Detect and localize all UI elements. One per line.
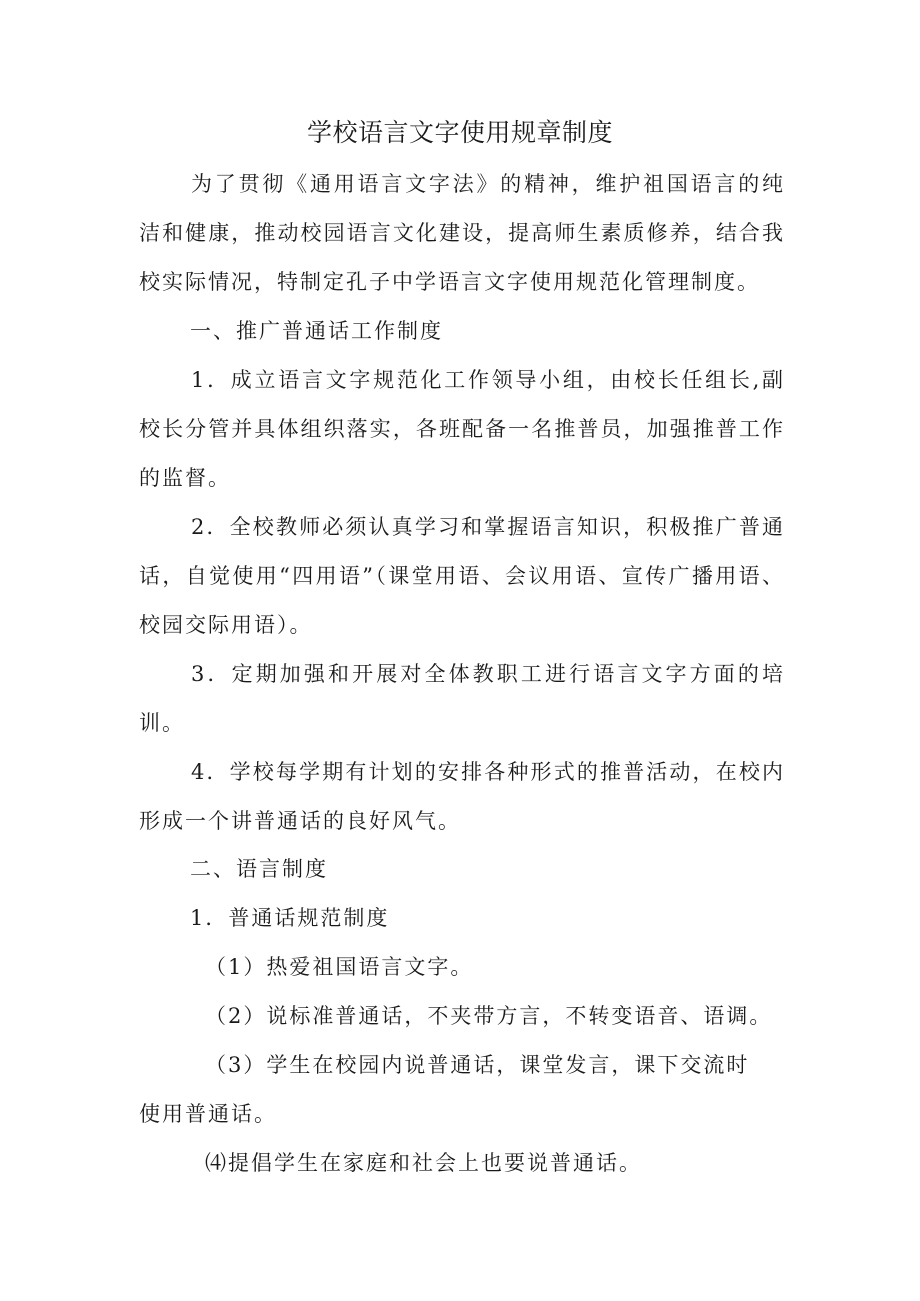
intro-paragraph: 为了贯彻《通用语言文字法》的精神，维护祖国语言的纯洁和健康，推动校园语言文化建设，提高师生素质修养，结合我校实际情况，特制定孔子中学语言文字使用规范化管理制度。 — [139, 172, 785, 294]
section2-item-3-line1: （3）学生在校园内说普通话，课堂发言，课下交流时 — [205, 1053, 750, 1077]
section2-item-3-line2: 使用普通话。 — [139, 1102, 277, 1126]
section2-item-4: ⑷提倡学生在家庭和社会上也要说普通话。 — [205, 1151, 642, 1175]
section1-item-3: 3．定期加强和开展对全体教职工进行语言文字方面的培训。 — [139, 662, 785, 735]
section2-item-1: （1）热爱祖国语言文字。 — [205, 955, 474, 979]
section1-item-1: 1．成立语言文字规范化工作领导小组，由校长任组长,副校长分管并具体组织落实，各班配备一名推普员，加强推普工作的监督。 — [139, 368, 785, 490]
section2-heading: 二、语言制度 — [190, 857, 328, 881]
section1-item-4: 4．学校每学期有计划的安排各种形式的推普活动，在校内形成一个讲普通话的良好风气。 — [139, 760, 785, 833]
section1-item-2: 2．全校教师必须认真学习和掌握语言知识，积极推广普通话，自觉使用“四用语”（课堂用语、会议用语、宣传广播用语、校园交际用语）。 — [139, 515, 785, 637]
section2-item-2: （2）说标准普通话，不夹带方言，不转变语音、语调。 — [205, 1004, 773, 1028]
section2-subheading: 1．普通话规范制度 — [190, 906, 390, 930]
section1-heading: 一、推广普通话工作制度 — [190, 319, 443, 343]
document-title: 学校语言文字使用规章制度 — [306, 118, 613, 147]
